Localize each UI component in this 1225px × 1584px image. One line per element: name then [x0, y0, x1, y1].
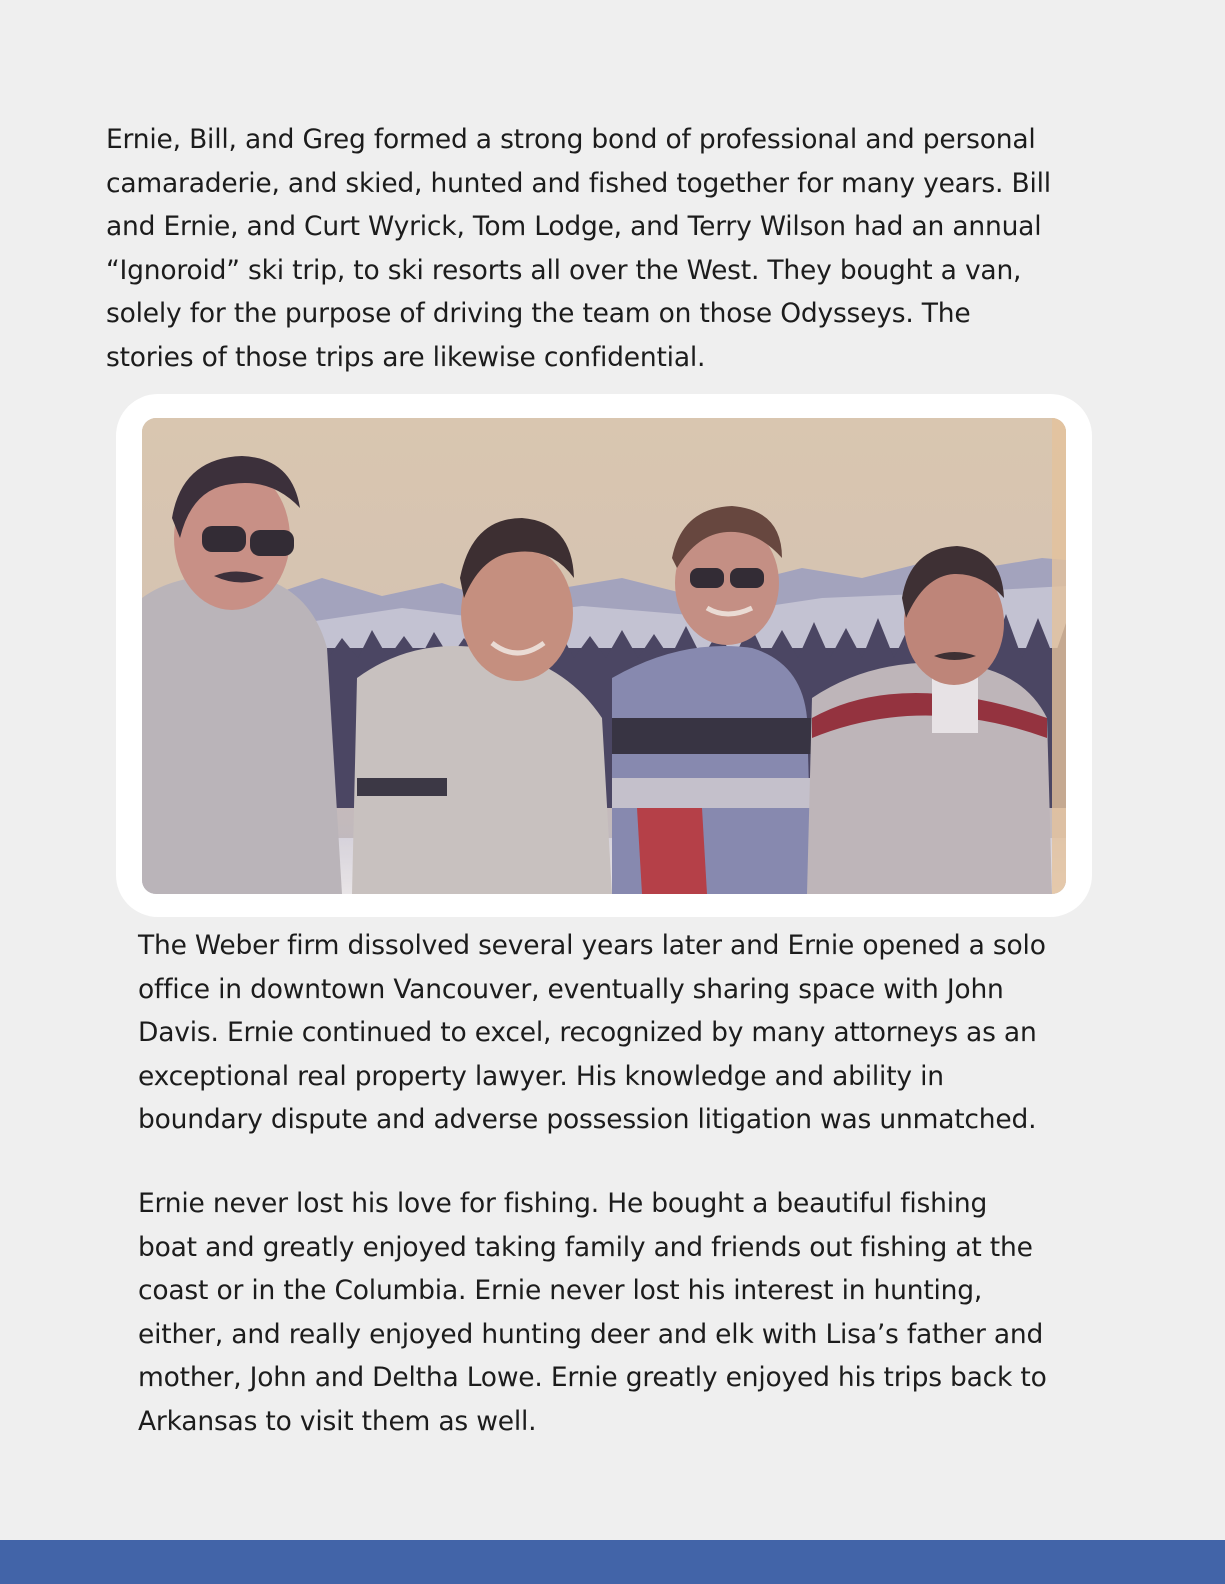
text-line: Arkansas to visit them as well. — [138, 1405, 537, 1437]
text-line: boundary dispute and adverse possession litigation was unmatched. — [138, 1104, 1037, 1135]
text-line: solely for the purpose of driving the team on those Odysseys. The — [106, 298, 971, 329]
photo-illustration — [142, 418, 1066, 894]
text-line: The Weber firm dissolved several years later and Ernie opened a solo — [138, 930, 1046, 961]
text-line: exceptional real property lawyer. His knowledge and ability in — [138, 1060, 944, 1092]
text-line: “Ignoroid” ski trip, to ski resorts all over the West. They bought a van, — [106, 254, 1022, 286]
text-line: and Ernie, and Curt Wyrick, Tom Lodge, and Terry Wilson had an annual — [106, 211, 1042, 242]
footer-bar — [0, 1540, 1225, 1584]
photo-frame — [116, 394, 1092, 917]
text-line: boat and greatly enjoyed taking family and friends out fishing at the — [138, 1231, 1033, 1263]
text-line: coast or in the Columbia. Ernie never lost his interest in hunting, — [138, 1275, 983, 1306]
paragraph-fishing-hunting — [138, 1182, 1047, 1443]
text-line: Davis. Ernie continued to excel, recognized by many attorneys as an — [138, 1017, 1037, 1048]
paragraph-solo-office — [138, 924, 1046, 1142]
text-line: Ernie never lost his love for fishing. He bought a beautiful fishing — [138, 1188, 988, 1219]
ski-trip-photo — [142, 418, 1066, 894]
text-line: Ernie, Bill, and Greg formed a strong bond of professional and personal — [106, 124, 1036, 155]
paragraph-ski-trips — [106, 118, 1051, 379]
text-line: mother, John and Deltha Lowe. Ernie greatly enjoyed his trips back to — [138, 1362, 1047, 1393]
text-line: office in downtown Vancouver, eventually sharing space with John — [138, 973, 1004, 1005]
text-line: either, and really enjoyed hunting deer and elk with Lisa’s father and — [138, 1318, 1044, 1350]
text-line: stories of those trips are likewise confidential. — [106, 341, 706, 373]
text-line: camaraderie, and skied, hunted and fished together for many years. Bill — [106, 167, 1051, 199]
